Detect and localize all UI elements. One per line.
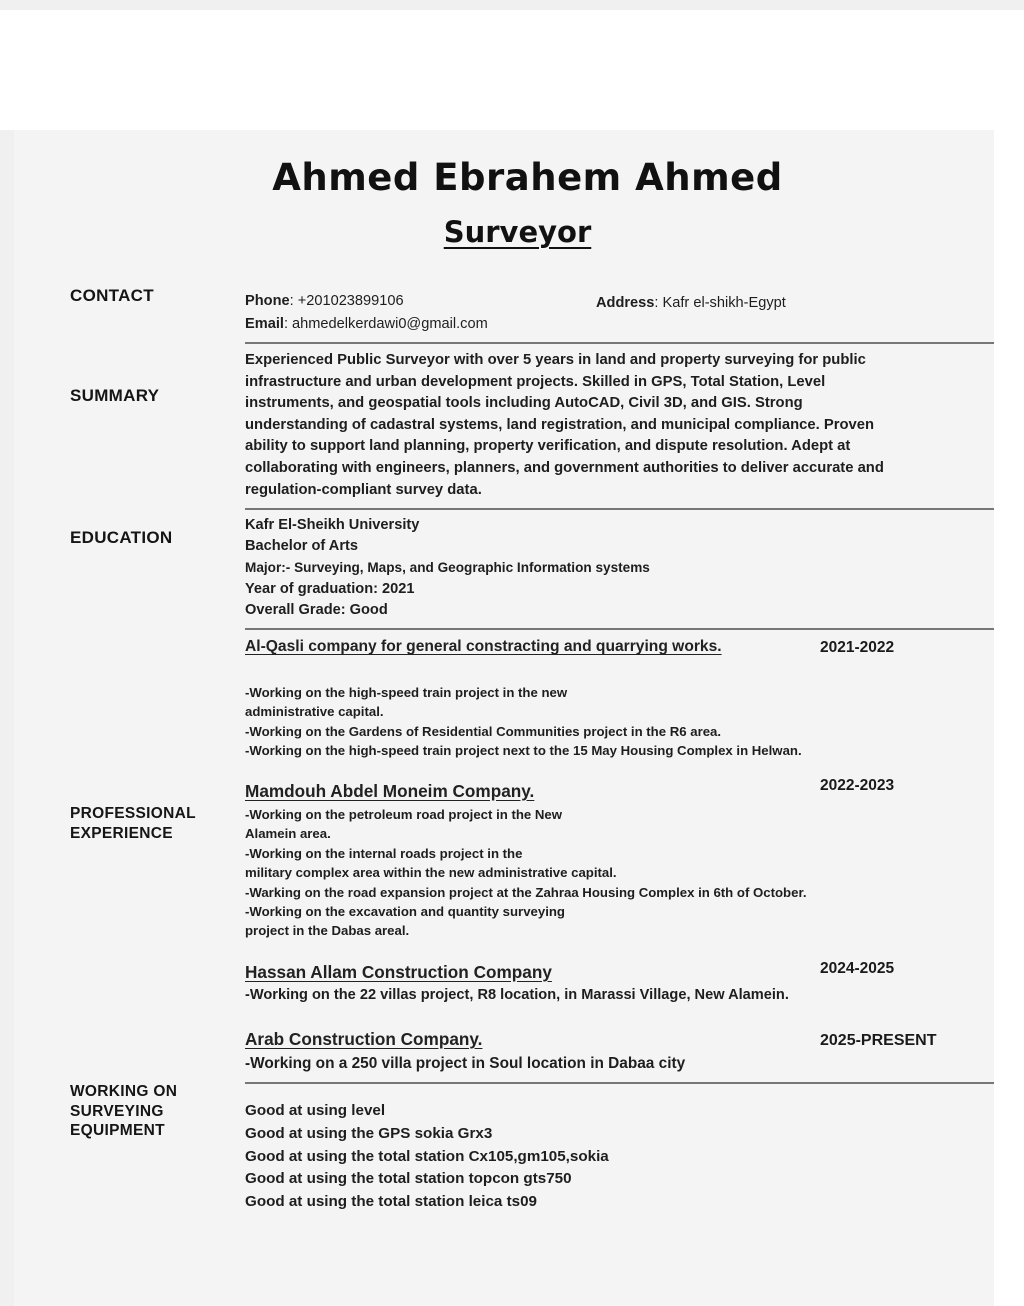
section-equipment [70,1082,230,1141]
candidate-name: Ahmed Ebrahem Ahmed [272,156,783,199]
section-equipment-line: EQUIPMENT [70,1122,165,1139]
phone-label: Phone [245,293,290,309]
section-experience-line: PROFESSIONAL [70,805,196,822]
divider [245,1082,994,1084]
equipment-item: Good at using the total station leica ts09 [245,1193,537,1211]
duty-line: -Working on the excavation and quantity surveying [245,904,565,920]
duty-line: -Working on a 250 villa project in Soul location in Dabaa city [245,1055,686,1072]
job-duties [245,986,789,1005]
equipment-item: Good at using the GPS sokia Grx3 [245,1124,493,1142]
section-experience [70,804,230,843]
duty-line: administrative capital. [245,704,384,720]
top-margin [0,10,1024,130]
equipment-item: Good at using the total station topcon gts750 [245,1170,572,1188]
divider [245,342,994,344]
summary-line: understanding of cadastral systems, land registration, and municipal compliance. Proven [245,416,875,433]
company-name: Arab Construction Company. [245,1029,483,1049]
section-summary: SUMMARY [70,386,160,405]
job-duties [245,805,807,941]
duty-line: military complex area within the new administrative capital. [245,865,617,881]
contact-address [596,293,786,315]
summary-line: instruments, and geospatial tools including AutoCAD, Civil 3D, and GIS. Strong [245,395,803,412]
company-name: Mamdouh Abdel Moneim Company. [245,781,535,801]
equipment-item: Good at using the total station Cx105,gm105,sokia [245,1147,609,1165]
divider [245,628,994,630]
phone-value: : +201023899106 [289,293,404,309]
company-name: Al-Qasli company for general constracting and quarrying works. [245,638,722,655]
employment-years: 2022-2023 [820,777,895,794]
duty-line: project in the Dabas areal. [245,923,410,939]
summary-line: collaborating with engineers, planners, and government authorities to deliver accurate and [245,459,884,476]
education-line: Major:- Surveying, Maps, and Geographic Information systems [245,560,650,576]
summary-text [245,350,884,501]
duty-line: -Working on the Gardens of Residential Communities project in the R6 area. [245,723,722,739]
right-margin [994,130,1024,1306]
contact-phone [245,291,404,313]
contact-email [245,314,488,336]
section-equipment-line: WORKING ON [70,1083,178,1100]
duty-line: -Working on the high-speed train project in the new [245,685,568,700]
duty-line: -Working on the petroleum road project in the New [245,807,563,822]
summary-line: ability to support land planning, property verification, and dispute resolution. Adept at [245,438,851,455]
section-education: EDUCATION [70,528,173,547]
summary-line: regulation-compliant survey data. [245,481,482,498]
duty-line: -Working on the 22 villas project, R8 location, in Marassi Village, New Alamein. [245,987,789,1003]
section-experience-line: EXPERIENCE [70,824,173,842]
employment-years: 2025-PRESENT [820,1032,937,1049]
employment-years: 2024-2025 [820,960,895,977]
duty-line: -Working on the high-speed train project next to the 15 May Housing Complex in Helwan. [245,743,802,759]
equipment-list [245,1100,609,1214]
education-line: Year of graduation: 2021 [245,580,415,597]
education-line: Overall Grade: Good [245,601,388,618]
job-duties [245,683,802,761]
summary-line: infrastructure and urban development projects. Skilled in GPS, Total Station, Level [245,373,826,390]
job-title: Surveyor [443,215,592,249]
job-duties [245,1054,685,1073]
divider [245,508,994,510]
employment-years: 2021-2022 [820,639,895,656]
duty-line: -Warking on the road expansion project at the Zahraa Housing Complex in 6th of October. [245,884,807,900]
section-equipment-line: SURVEYING [70,1102,164,1120]
duty-line: Alamein area. [245,826,331,842]
address-value: : Kafr el-shikh-Egypt [654,295,786,311]
education-line: Bachelor of Arts [245,538,358,555]
equipment-item: Good at using level [245,1102,386,1119]
address-label: Address [596,295,655,311]
company-name: Hassan Allam Construction Company [245,962,552,982]
education-details [245,515,650,621]
section-contact: CONTACT [70,286,154,305]
email-label: Email [245,316,284,332]
duty-line: -Working on the internal roads project in the [245,845,523,861]
summary-line: Experienced Public Surveyor with over 5 years in land and property surveying for public [245,352,866,368]
education-line: Kafr El-Sheikh University [245,517,420,533]
email-value: : ahmedelkerdawi0@gmail.com [283,316,488,332]
